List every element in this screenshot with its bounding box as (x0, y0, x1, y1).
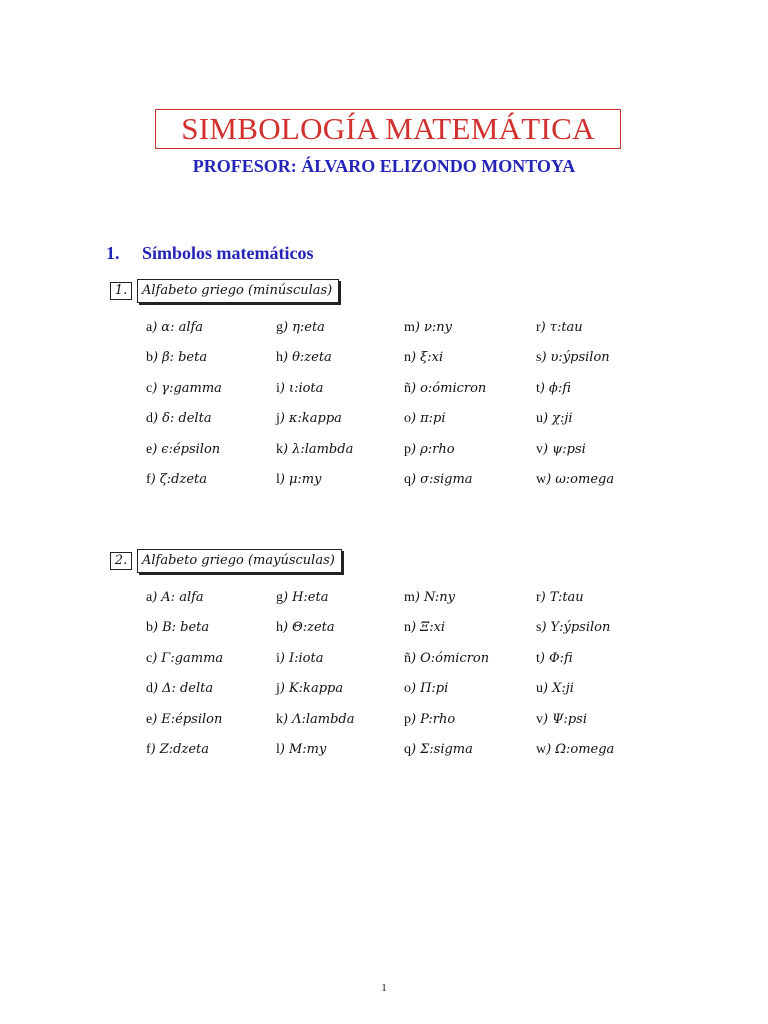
item-letter: ñ (404, 650, 411, 666)
item-symbol: Ψ:psi (552, 711, 588, 727)
symbol-item: f) ζ:dzeta (146, 472, 208, 487)
item-symbol: Σ:sigma (420, 742, 473, 757)
symbol-item: d) δ: delta (146, 411, 212, 427)
symbol-item: d) Δ: delta (146, 681, 214, 697)
symbol-item: ñ) O:ómicron (404, 650, 490, 666)
symbol-item: o) π:pi (404, 411, 446, 427)
symbol-item: i) I:iota (276, 650, 324, 666)
symbol-item: ñ) o:ómicron (404, 380, 487, 396)
item-symbol: Z:dzeta (159, 742, 210, 757)
item-letter: t (536, 380, 540, 396)
item-symbol: I:iota (288, 650, 324, 666)
item-letter: p (404, 441, 411, 457)
section-number: 1. (106, 243, 120, 263)
item-letter: u (536, 411, 543, 427)
symbol-item: o) Π:pi (404, 681, 449, 697)
item-symbol: Δ: delta (162, 681, 214, 697)
item-symbol: β: beta (162, 350, 208, 366)
item-symbol: Ξ:xi (420, 620, 446, 636)
item-symbol: δ: delta (162, 411, 212, 427)
symbol-item: s) Υ:ýpsilon (536, 620, 611, 636)
item-letter: v (536, 441, 543, 457)
item-letter: i (276, 380, 280, 396)
item-symbol: ρ:rho (420, 441, 455, 457)
item-letter: k (276, 441, 283, 457)
item-symbol: χ:ji (552, 411, 573, 427)
symbol-item: l) μ:my (276, 472, 322, 487)
item-symbol: O:ómicron (420, 650, 490, 666)
item-letter: q (404, 472, 411, 487)
symbol-item: s) υ:ýpsilon (536, 350, 610, 366)
symbol-item: h) θ:zeta (276, 350, 332, 366)
symbol-item: h) Θ:zeta (276, 620, 335, 636)
symbol-item: e) ϵ:épsilon (146, 441, 221, 457)
item-symbol: Λ:lambda (292, 711, 355, 727)
item-letter: r (536, 590, 541, 605)
item-letter: m (404, 590, 415, 605)
symbol-item: n) Ξ:xi (404, 620, 446, 636)
item-symbol: λ:lambda (292, 441, 354, 457)
symbol-item: b) B: beta (146, 620, 210, 636)
symbol-item: a) A: alfa (146, 590, 204, 605)
subsection-label-2: Alfabeto griego (mayúsculas) (137, 549, 342, 573)
author-line: PROFESOR: ÁLVARO ELIZONDO MONTOYA (192, 156, 576, 176)
symbol-item: u) X:ji (536, 681, 574, 697)
symbol-item: k) Λ:lambda (276, 711, 355, 727)
item-letter: q (404, 742, 411, 757)
item-symbol: P:rho (420, 711, 456, 727)
item-symbol: Ω:omega (555, 742, 615, 757)
item-symbol: α: alfa (161, 320, 204, 335)
item-symbol: ν:ny (423, 320, 452, 335)
symbol-item: a) α: alfa (146, 320, 204, 335)
item-symbol: T:tau (549, 590, 584, 605)
item-letter: f (146, 472, 151, 487)
symbol-item: q) Σ:sigma (404, 742, 473, 757)
item-letter: v (536, 711, 543, 727)
item-symbol: ι:iota (288, 380, 324, 396)
item-letter: l (276, 472, 280, 487)
item-letter: o (404, 411, 411, 427)
item-letter: s (536, 620, 542, 636)
item-symbol: Θ:zeta (292, 620, 335, 636)
item-letter: j (276, 411, 280, 427)
item-symbol: B: beta (162, 620, 210, 636)
item-letter: l (276, 742, 280, 757)
symbol-item: r) τ:tau (536, 320, 583, 335)
item-symbol: K:kappa (288, 681, 344, 697)
symbol-item: b) β: beta (146, 350, 208, 366)
subsection-label-1: Alfabeto griego (minúsculas) (137, 279, 339, 303)
symbol-item: g) η:eta (276, 320, 325, 335)
item-letter: d (146, 411, 153, 427)
item-letter: e (146, 441, 153, 457)
item-letter: r (536, 320, 541, 335)
item-symbol: π:pi (420, 411, 446, 427)
item-letter: n (404, 350, 411, 366)
symbol-item: g) H:eta (276, 590, 329, 605)
item-symbol: ζ:dzeta (159, 472, 208, 487)
item-letter: b (146, 350, 153, 366)
item-symbol: ϕ:fi (548, 380, 571, 396)
item-symbol: σ:sigma (420, 472, 473, 487)
page-number: 1 (381, 982, 387, 994)
item-symbol: X:ji (552, 681, 574, 697)
item-symbol: Υ:ýpsilon (550, 620, 611, 636)
item-letter: k (276, 711, 283, 727)
symbol-item: t) Φ:fi (536, 650, 573, 666)
item-letter: i (276, 650, 280, 666)
item-letter: a (146, 590, 153, 605)
item-symbol: E:épsilon (161, 711, 223, 727)
item-symbol: Π:pi (420, 681, 449, 697)
item-symbol: κ:kappa (288, 411, 342, 427)
item-letter: b (146, 620, 153, 636)
subsection-number-1: 1. (110, 282, 132, 300)
item-letter: c (146, 380, 153, 396)
item-symbol: M:my (288, 742, 327, 757)
item-letter: w (536, 472, 547, 487)
symbol-item: l) M:my (276, 742, 327, 757)
item-letter: j (276, 681, 280, 697)
symbol-item: m) ν:ny (404, 320, 452, 335)
item-letter: m (404, 320, 415, 335)
item-symbol: Γ:gamma (161, 650, 224, 666)
symbol-item: p) ρ:rho (404, 441, 455, 457)
item-symbol: υ:ýpsilon (550, 350, 610, 366)
symbol-item: c) γ:gamma (146, 380, 222, 396)
item-symbol: η:eta (292, 320, 325, 335)
item-symbol: γ:gamma (161, 380, 222, 396)
symbol-item: u) χ:ji (536, 411, 573, 427)
symbol-item: q) σ:sigma (404, 472, 473, 487)
item-letter: n (404, 620, 411, 636)
item-letter: d (146, 681, 153, 697)
item-symbol: ξ:xi (420, 350, 444, 366)
symbol-item: w) Ω:omega (536, 742, 615, 757)
symbol-item: k) λ:lambda (276, 441, 354, 457)
item-symbol: o:ómicron (420, 380, 487, 396)
section-heading (106, 243, 313, 264)
item-symbol: N:ny (423, 590, 455, 605)
symbol-item: e) E:épsilon (146, 711, 223, 727)
symbol-item: t) ϕ:fi (536, 380, 571, 396)
item-symbol: ω:omega (555, 472, 615, 487)
item-letter: c (146, 650, 153, 666)
item-letter: t (536, 650, 540, 666)
symbol-item: r) T:tau (536, 590, 584, 605)
symbol-item: v) ψ:psi (536, 441, 586, 457)
item-letter: h (276, 350, 283, 366)
symbol-item: v) Ψ:psi (536, 711, 588, 727)
item-letter: h (276, 620, 283, 636)
item-letter: ñ (404, 380, 411, 396)
document-title: SIMBOLOGÍA MATEMÁTICA (155, 109, 621, 149)
subsection-number-2: 2. (110, 552, 132, 570)
symbol-item: p) P:rho (404, 711, 456, 727)
item-letter: e (146, 711, 153, 727)
symbol-item: f) Z:dzeta (146, 742, 210, 757)
item-symbol: H:eta (292, 590, 329, 605)
item-symbol: ψ:psi (552, 441, 586, 457)
item-letter: a (146, 320, 153, 335)
symbol-item: c) Γ:gamma (146, 650, 224, 666)
item-symbol: Φ:fi (548, 650, 573, 666)
item-symbol: θ:zeta (292, 350, 332, 366)
item-symbol: A: alfa (161, 590, 204, 605)
item-symbol: τ:tau (549, 320, 583, 335)
symbol-item: n) ξ:xi (404, 350, 444, 366)
item-letter: s (536, 350, 542, 366)
symbol-item: w) ω:omega (536, 472, 615, 487)
symbol-item: m) N:ny (404, 590, 455, 605)
symbol-item: i) ι:iota (276, 380, 324, 396)
item-letter: f (146, 742, 151, 757)
item-letter: o (404, 681, 411, 697)
item-letter: g (276, 590, 283, 605)
item-letter: g (276, 320, 283, 335)
symbol-item: j) κ:kappa (276, 411, 342, 427)
item-symbol: ϵ:épsilon (161, 441, 221, 457)
item-symbol: μ:my (288, 472, 322, 487)
symbol-item: j) K:kappa (276, 681, 344, 697)
item-letter: p (404, 711, 411, 727)
item-letter: w (536, 742, 547, 757)
section-title: Símbolos matemáticos (142, 243, 314, 263)
item-letter: u (536, 681, 543, 697)
